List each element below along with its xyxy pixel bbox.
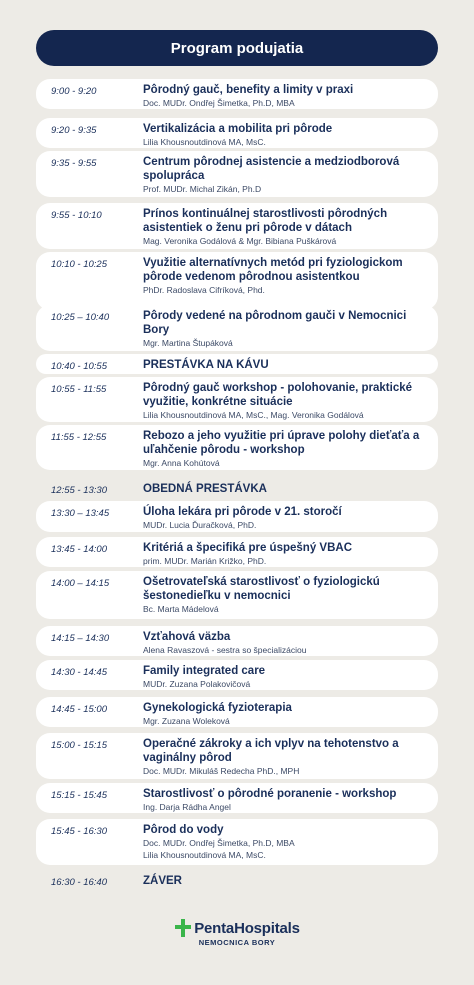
- item-body: [143, 541, 430, 567]
- item-speaker: MUDr. Zuzana Polakovičová: [143, 679, 251, 689]
- item-time: 11:55 - 12:55: [51, 432, 107, 443]
- item-body: [143, 155, 430, 195]
- program-item: [36, 354, 438, 374]
- footer: [0, 918, 474, 947]
- program-item: [36, 571, 438, 619]
- item-title: Starostlivosť o pôrodné poranenie - workshop: [143, 788, 397, 800]
- item-title: Gynekologická fyzioterapia: [143, 702, 292, 714]
- item-speaker: Mag. Veronika Godálová & Mgr. Bibiana Puškárová: [143, 236, 337, 246]
- item-time: 14:15 – 14:30: [51, 633, 110, 644]
- item-time: 13:30 – 13:45: [51, 508, 110, 519]
- program-item: [36, 660, 438, 690]
- item-time: 14:00 – 14:15: [51, 578, 110, 589]
- item-speaker: Mgr. Martina Štupáková: [143, 338, 233, 348]
- program-item: [36, 252, 438, 310]
- item-body: [143, 381, 430, 421]
- item-body: [143, 737, 430, 777]
- program-item: [36, 870, 438, 890]
- program-item: [36, 819, 438, 865]
- item-body: [143, 309, 430, 349]
- item-title: OBEDNÁ PRESTÁVKA: [143, 483, 267, 495]
- item-body: [143, 207, 430, 247]
- item-time: 10:10 - 10:25: [51, 259, 107, 270]
- program-item: [36, 697, 438, 727]
- item-title: ZÁVER: [143, 875, 182, 887]
- item-body: [143, 874, 430, 888]
- item-time: 10:55 - 11:55: [51, 384, 107, 395]
- program-item: [36, 203, 438, 249]
- item-body: [143, 358, 430, 372]
- item-speaker: prim. MUDr. Marián Križko, PhD.: [143, 556, 267, 566]
- program-item: [36, 626, 438, 656]
- item-title: Prínos kontinuálnej starostlivosti pôrodných asistentiek o ženu pri pôrode v dátach: [143, 208, 388, 234]
- item-speaker: Doc. MUDr. Mikuláš Redecha PhD., MPH: [143, 766, 300, 776]
- item-time: 15:15 - 15:45: [51, 790, 107, 801]
- item-title: Vertikalizácia a mobilita pri pôrode: [143, 123, 333, 135]
- item-title: Centrum pôrodnej asistencie a medziodborová spolupráca: [143, 156, 400, 182]
- item-body: [143, 701, 430, 727]
- item-time: 15:00 - 15:15: [51, 740, 107, 751]
- item-speaker: Lilia Khousnoutdinová MA, MsC.: [143, 137, 266, 147]
- item-title: Vzťahová väzba: [143, 631, 231, 643]
- item-body: [143, 575, 430, 615]
- program-item: [36, 501, 438, 532]
- item-body: [143, 630, 430, 656]
- logo: [0, 918, 474, 938]
- item-title: Pôrody vedené na pôrodnom gauči v Nemocnici Bory: [143, 310, 407, 336]
- item-speaker: Lilia Khousnoutdinová MA, MsC., Mag. Veronika Godálová: [143, 410, 364, 420]
- item-speaker: Doc. MUDr. Ondřej Šimetka, Ph.D, MBA: [143, 98, 295, 108]
- item-speaker: MUDr. Lucia Ďuračková, PhD.: [143, 520, 257, 530]
- program-item: [36, 783, 438, 813]
- program-item: [36, 151, 438, 197]
- program-item: [36, 425, 438, 470]
- item-speaker: Mgr. Zuzana Woleková: [143, 716, 230, 726]
- logo-text: PentaHospitals: [194, 919, 300, 937]
- item-body: [143, 122, 430, 148]
- item-body: [143, 505, 430, 531]
- item-time: 16:30 - 16:40: [51, 877, 107, 888]
- program-item: [36, 478, 438, 498]
- item-speaker: Lilia Khousnoutdinová MA, MsC.: [143, 850, 266, 860]
- item-body: [143, 482, 430, 496]
- item-body: [143, 429, 430, 469]
- item-title: Pôrod do vody: [143, 824, 224, 836]
- item-title: Pôrodný gauč workshop - polohovanie, praktické využitie, konkrétne situácie: [143, 382, 413, 408]
- item-title: Úloha lekára pri pôrode v 21. storočí: [143, 506, 342, 518]
- item-title: Rebozo a jeho využitie pri úprave polohy dieťaťa a uľahčenie pôrodu - workshop: [143, 430, 420, 456]
- item-time: 12:55 - 13:30: [51, 485, 107, 496]
- item-title: Family integrated care: [143, 665, 266, 677]
- item-speaker: Mgr. Anna Kohútová: [143, 458, 220, 468]
- item-body: [143, 83, 430, 109]
- item-body: [143, 256, 430, 296]
- item-time: 9:55 - 10:10: [51, 210, 102, 221]
- item-time: 9:35 - 9:55: [51, 158, 97, 169]
- program-item: [36, 79, 438, 109]
- item-title: PRESTÁVKA NA KÁVU: [143, 359, 269, 371]
- program-title: Program podujatia: [170, 39, 304, 57]
- item-speaker: Bc. Marta Mádelová: [143, 604, 219, 614]
- program-header: [36, 30, 438, 66]
- item-time: 15:45 - 16:30: [51, 826, 107, 837]
- logo-subtitle: NEMOCNICA BORY: [198, 938, 276, 947]
- item-body: [143, 823, 430, 861]
- item-speaker: Alena Ravaszová - sestra so špecializáciou: [143, 645, 307, 655]
- item-time: 14:30 - 14:45: [51, 667, 107, 678]
- cross-icon: [174, 918, 192, 938]
- program-item: [36, 537, 438, 567]
- item-title: Pôrodný gauč, benefity a limity v praxi: [143, 84, 354, 96]
- program-item: [36, 377, 438, 422]
- item-time: 9:00 - 9:20: [51, 86, 97, 97]
- item-title: Ošetrovateľská starostlivosť o fyziologickú šestonedieľku v nemocnici: [143, 576, 380, 602]
- item-speaker: Doc. MUDr. Ondřej Šimetka, Ph.D, MBA: [143, 838, 295, 848]
- item-title: Kritériá a špecifiká pre úspešný VBAC: [143, 542, 352, 554]
- program-item: [36, 305, 438, 351]
- item-title: Využitie alternatívnych metód pri fyziologickom pôrode vedenom pôrodnou asistentkou: [143, 257, 403, 283]
- item-title: Operačné zákroky a ich vplyv na tehotenstvo a vaginálny pôrod: [143, 738, 399, 764]
- program-item: [36, 118, 438, 148]
- item-time: 9:20 - 9:35: [51, 125, 97, 136]
- item-speaker: Ing. Darja Rádha Angel: [143, 802, 231, 812]
- program-item: [36, 733, 438, 779]
- item-body: [143, 664, 430, 690]
- item-body: [143, 787, 430, 813]
- item-time: 10:40 - 10:55: [51, 361, 107, 372]
- item-time: 13:45 - 14:00: [51, 544, 107, 555]
- item-speaker: PhDr. Radoslava Cifríková, Phd.: [143, 285, 265, 295]
- item-speaker: Prof. MUDr. Michal Zikán, Ph.D: [143, 184, 262, 194]
- item-time: 10:25 – 10:40: [51, 312, 110, 323]
- item-time: 14:45 - 15:00: [51, 704, 107, 715]
